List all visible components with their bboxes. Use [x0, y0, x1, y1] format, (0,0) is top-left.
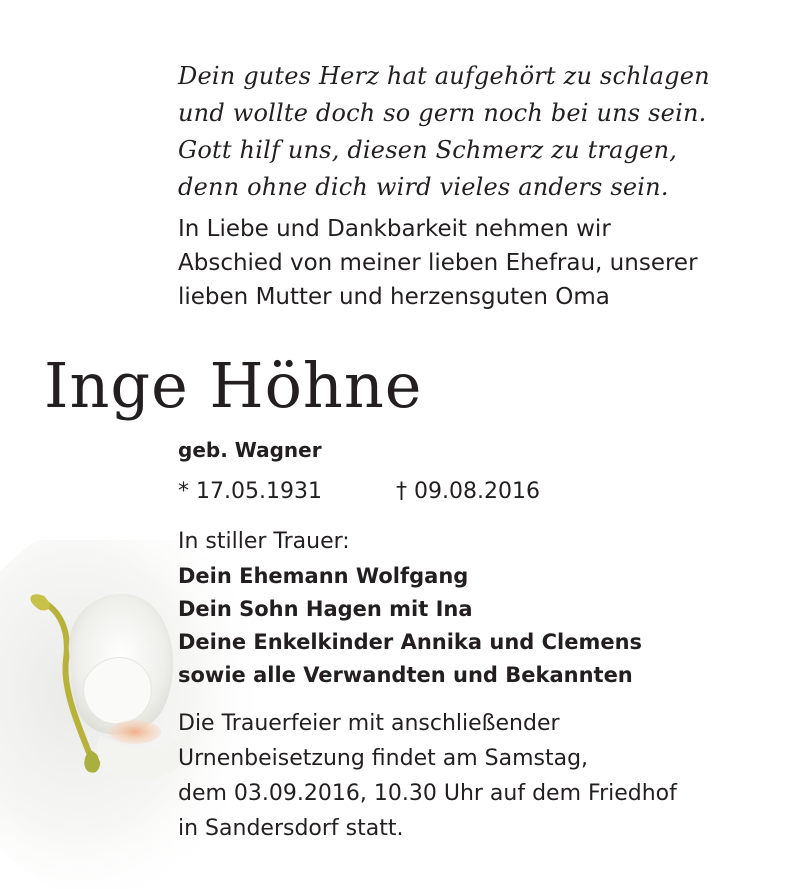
mourner-entry: sowie alle Verwandten und Bekannten	[178, 663, 633, 687]
intro-line: lieben Mutter und herzensguten Oma	[178, 284, 610, 310]
poem-line: Gott hilf uns, diesen Schmerz zu tragen,	[178, 136, 678, 164]
mourning-heading: In stiller Trauer:	[178, 529, 350, 554]
poem-line: denn ohne dich wird vieles anders sein.	[178, 173, 669, 201]
mourner-entry: Dein Sohn Hagen mit Ina	[178, 597, 473, 621]
intro-line: Abschied von meiner lieben Ehefrau, unserer	[178, 250, 698, 276]
mourner-entry: Deine Enkelkinder Annika und Clemens	[178, 630, 643, 654]
maiden-name: geb. Wagner	[178, 438, 322, 462]
poem-verse	[178, 58, 778, 206]
service-line: Die Trauerfeier mit anschließender	[178, 711, 560, 736]
intro-line: In Liebe und Dankbarkeit nehmen wir	[178, 216, 611, 242]
poem-line: und wollte doch so gern noch bei uns sein.	[178, 99, 707, 127]
rose-petal	[84, 658, 152, 724]
poem-line: Dein gutes Herz hat aufgehört zu schlagen	[178, 62, 710, 90]
mourners-list	[178, 560, 642, 692]
farewell-intro	[178, 212, 778, 314]
funeral-service-info	[178, 706, 677, 846]
birth-date: * 17.05.1931	[178, 479, 322, 504]
life-dates	[178, 477, 540, 507]
service-line: dem 03.09.2016, 10.30 Uhr auf dem Friedhof	[178, 781, 677, 806]
service-line: Urnenbeisetzung findet am Samstag,	[178, 746, 589, 771]
death-date: † 09.08.2016	[396, 479, 540, 504]
service-line: in Sandersdorf statt.	[178, 816, 404, 841]
mourner-entry: Dein Ehemann Wolfgang	[178, 564, 469, 588]
deceased-name: Inge Höhne	[44, 349, 423, 422]
rose-center	[109, 720, 161, 744]
